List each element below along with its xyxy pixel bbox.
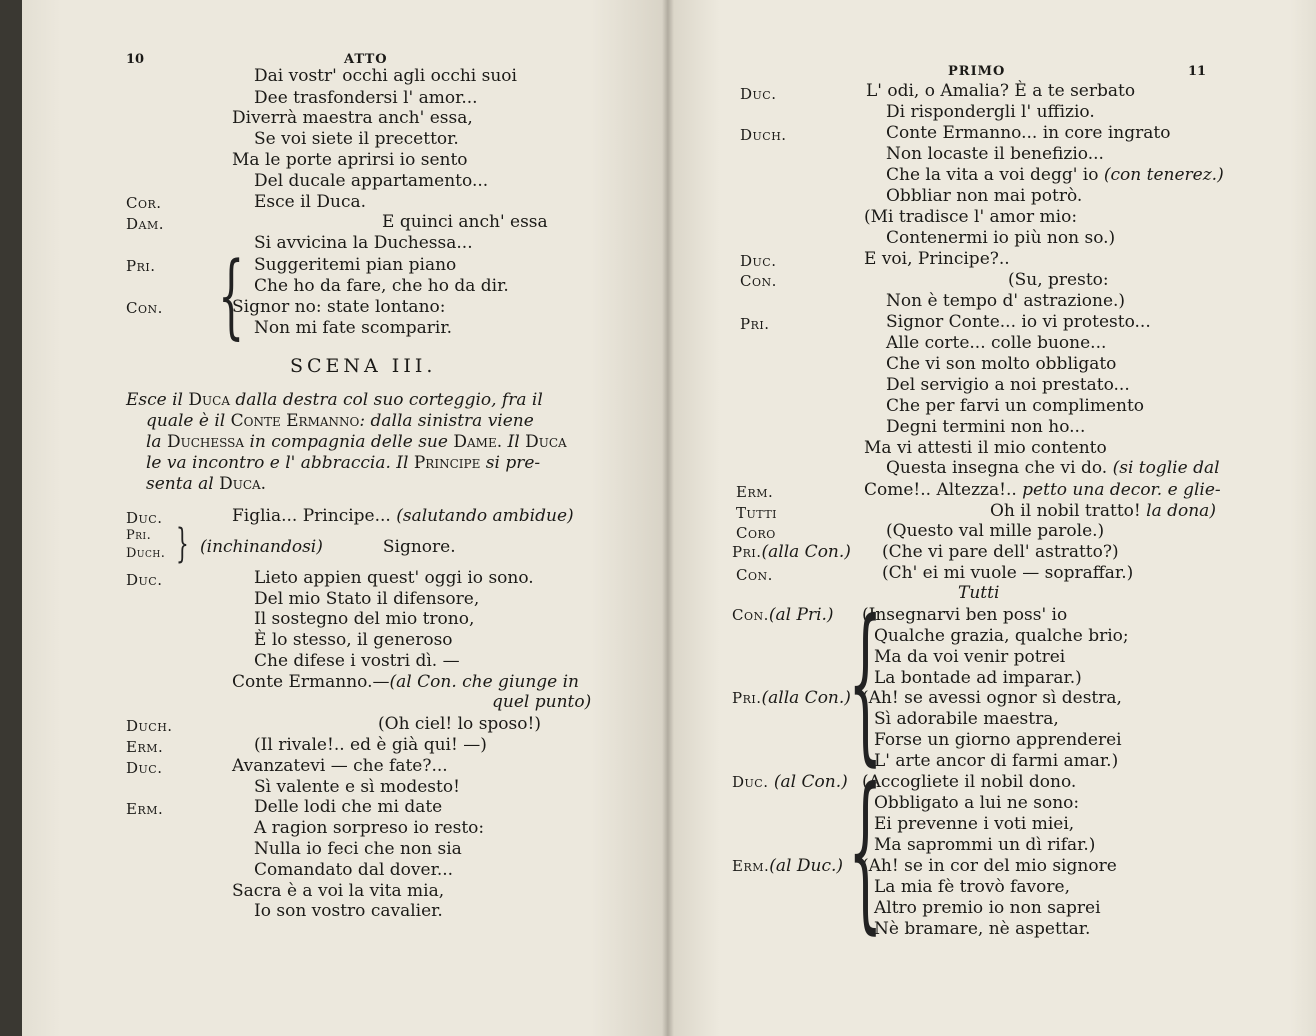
verse-line: Che per farvi un complimento [886,396,1145,416]
speaker-label: Duc. [740,85,777,103]
verse-line: Che la vita a voi degg' io (con tenerez.) [886,165,1224,185]
speaker-label: Coro [736,524,776,542]
verse-line: Obbligato a lui ne sono: [874,793,1080,813]
verse-line: (Ch' ei mi vuole — sopraffar.) [882,563,1134,583]
verse-line: (Accogliete il nobil dono. [862,772,1077,792]
verse-line: Nè bramare, nè aspettar. [874,919,1091,939]
speaker-label: Erm. [736,483,774,501]
verse-line: Delle lodi che mi date [254,797,443,817]
stage-direction: Esce il Duca dalla destra col suo corteggio, fra il [126,390,543,410]
brace-mark: { [218,242,245,349]
speaker-label: Duc. [126,571,163,589]
verse-line: Che difese i vostri dì. — [254,651,460,671]
verse-line: (Che vi pare dell' astratto?) [882,542,1119,562]
speaker-label: Pri.(alla Con.) [732,542,851,562]
verse-line: (Oh ciel! lo sposo!) [378,714,541,734]
verse-line: Lieto appien quest' oggi io sono. [254,568,534,588]
verse-line: L' odi, o Amalia? È a te serbato [866,81,1136,101]
stage-direction: quale è il Conte Ermanno: dalla sinistra viene [146,411,534,431]
verse-line: (Ah! se in cor del mio signore [862,856,1117,876]
speaker-label: Duc. [126,509,163,527]
verse-line: Che ho da fare, che ho da dir. [254,276,509,296]
speaker-label: Pri.(alla Con.) [732,688,851,708]
verse-line: Sì adorabile maestra, [874,709,1059,729]
verse-line: (Il rivale!.. ed è già qui! —) [254,735,487,755]
verse-line: Contenermi io più non so.) [886,228,1116,248]
verse-line: Del mio Stato il difensore, [254,589,480,609]
page-number-right: 11 [1188,64,1207,79]
brace-mark: { [848,752,883,950]
running-header-right: PRIMO [948,64,1006,79]
verse-line: Signor Conte... io vi protesto... [886,312,1151,332]
verse-line: Signor no: state lontano: [232,297,446,317]
verse-line: Suggeritemi pian piano [254,255,457,275]
verse-line: Obbliar non mai potrò. [886,186,1083,206]
verse-line: Esce il Duca. [254,192,367,212]
stage-direction: senta al Duca. [146,474,267,494]
speaker-label: Duc. [740,252,777,270]
verse-line: (Mi tradisce l' amor mio: [864,207,1078,227]
verse-line: Figlia... Principe... (salutando ambidue) [232,506,574,526]
verse-line: Ma saprommi un dì rifar.) [874,835,1096,855]
verse-line: Del servigio a noi prestato... [886,375,1130,395]
verse-line: Del ducale appartamento... [254,171,489,191]
verse-line: Conte Ermanno.—(al Con. che giunge in [232,672,580,692]
verse-line: Oh il nobil tratto! la dona) [990,501,1216,521]
speaker-label: Duch. [126,717,173,735]
speaker-label: Pri. [740,315,770,333]
scene-heading: SCENA III. [290,355,437,377]
verse-line: Comandato dal dover... [254,860,454,880]
verse-line: A ragion sorpreso io resto: [254,818,485,838]
speaker-label: Duch. [740,126,787,144]
verse-line: Sì valente e sì modesto! [254,777,460,797]
verse-line: Alle corte... colle buone... [886,333,1107,353]
speaker-label: Pri. [126,257,156,275]
brace-mark: { [848,584,883,782]
verse-line: La bontade ad imparar.) [874,668,1082,688]
verse-line: Qualche grazia, qualche brio; [874,626,1129,646]
speaker-label: Duc. (al Con.) [732,772,848,792]
speaker-label: Con. [126,299,163,317]
verse-line: Se voi siete il precettor. [254,129,459,149]
verse-line: Che vi son molto obbligato [886,354,1117,374]
verse-line: Altro premio io non saprei [874,898,1101,918]
verse-line: Il sostegno del mio trono, [254,609,475,629]
page-number-left: 10 [126,52,145,67]
verse-line: Ei prevenne i voti miei, [874,814,1075,834]
speaker-label: Duch. [126,546,166,561]
verse-line: Non locaste il benefizio... [886,144,1104,164]
speaker-label: Duc. [126,759,163,777]
running-header-left: ATTO [344,52,388,67]
verse-line: Sacra è a voi la vita mia, [232,881,445,901]
verse-line: Come!.. Altezza!.. petto una decor. e glie- [864,480,1221,500]
verse-line: (Questo val mille parole.) [886,521,1105,541]
verse-line: (Ah! se avessi ognor sì destra, [862,688,1122,708]
verse-line: E quinci anch' essa [382,212,548,232]
speaker-label: Con. [736,566,773,584]
left-page [22,0,668,1036]
speaker-label: Pri. [126,528,152,543]
verse-line: Non mi fate scomparir. [254,318,452,338]
verse-line: Di rispondergli l' uffizio. [886,102,1095,122]
verse-line: E voi, Principe?.. [864,249,1010,269]
book-gutter [662,0,674,1036]
speaker-label: Con.(al Pri.) [732,605,834,625]
verse-line: Conte Ermanno... in core ingrato [886,123,1171,143]
verse-line: Io son vostro cavalier. [254,901,443,921]
speaker-label: Erm.(al Duc.) [732,856,844,876]
verse-line: Degni termini non ho... [886,417,1086,437]
verse-line: Nulla io feci che non sia [254,839,462,859]
verse-line: (inchinandosi) Signore. [200,537,456,557]
verse-line: Questa insegna che vi do. (si toglie dal [886,458,1220,478]
verse-line: Ma vi attesti il mio contento [864,438,1107,458]
stage-direction: la Duchessa in compagnia delle sue Dame. Il Duca [146,432,567,452]
verse-line: (Insegnarvi ben poss' io [862,605,1068,625]
verse-line: La mia fè trovò favore, [874,877,1070,897]
verse-line: È lo stesso, il generoso [254,630,453,650]
verse-line: Forse un giorno apprenderei [874,730,1122,750]
verse-line: Ma da voi venir potrei [874,647,1066,667]
speaker-label: Erm. [126,738,164,756]
verse-line: Si avvicina la Duchessa... [254,233,473,253]
verse-line: Avanzatevi — che fate?... [232,756,448,776]
verse-line: Dee trasfondersi l' amor... [254,88,478,108]
verse-line: L' arte ancor di farmi amar.) [874,751,1119,771]
chorus-heading: Tutti [958,583,1000,603]
brace-mark: } [176,521,189,567]
verse-line: Ma le porte aprirsi io sento [232,150,468,170]
speaker-label: Con. [740,272,777,290]
speaker-label: Tutti [736,504,777,522]
stage-direction: le va incontro e l' abbraccia. Il Principe si pre- [146,453,541,473]
speaker-label: Dam. [126,215,165,233]
stage-direction: quel punto) [492,692,592,712]
verse-line: Non è tempo d' astrazione.) [886,291,1126,311]
verse-line: Diverrà maestra anch' essa, [232,108,473,128]
verse-line: Dai vostr' occhi agli occhi suoi [254,66,517,86]
right-page [668,0,1316,1036]
speaker-label: Cor. [126,194,162,212]
verse-line: (Su, presto: [1008,270,1109,290]
speaker-label: Erm. [126,800,164,818]
